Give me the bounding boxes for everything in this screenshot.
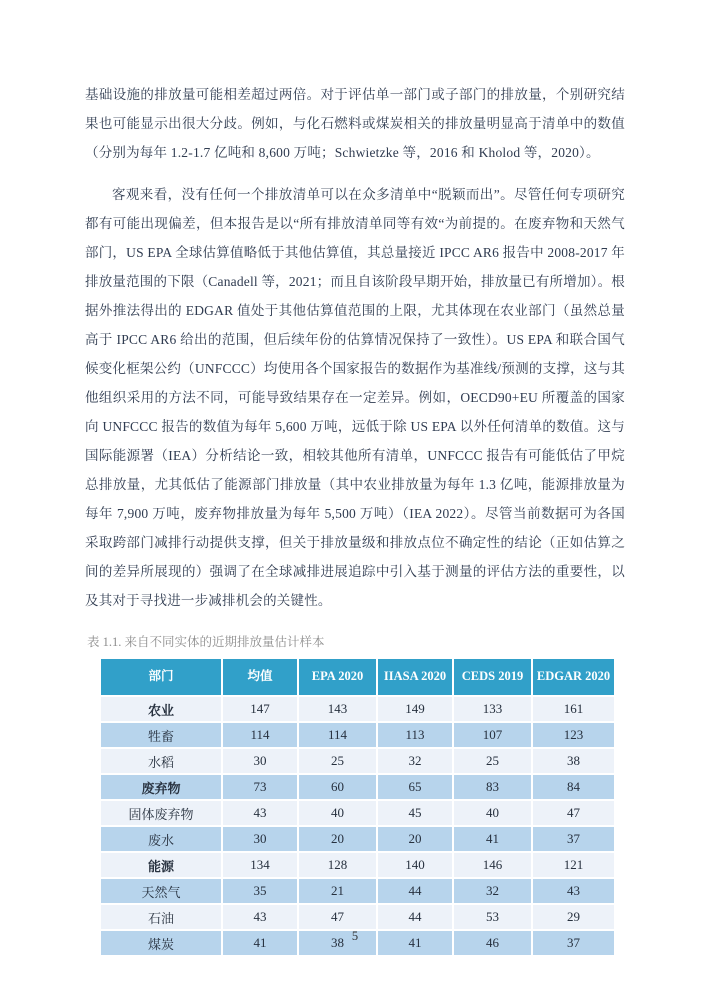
body-paragraph-1: 基础设施的排放量可能相差超过两倍。对于评估单一部门或子部门的排放量，个别研究结果也可能显示出很大分歧。例如，与化石燃料或煤炭相关的排放量明显高于清单中的数值（分别为每年 1.2-1.7 亿吨和 8,600 万吨；Schwietzke 等，2016 和 Kholod 等，2020）。 — [85, 87, 625, 160]
value-cell: 37 — [532, 930, 615, 956]
table-row — [100, 904, 615, 930]
body-paragraph-2: 客观来看，没有任何一个排放清单可以在众多清单中“脱颖而出”。尽管任何专项研究都有可能出现偏差，但本报告是以“所有排放清单同等有效“为前提的。在废弃物和天然气部门，US EPA 全球估算值略低于其他估算值，其总量接近 IPCC AR6 报告中 2008-2017 年排放量范围的下限（Canadell 等，2021；而且自该阶段早期开始，排放量已有所增加）。根据外推法得出的 EDGAR 值处于其他估算值范围的上限，尤其体现在农业部门（虽然总量高于 IPCC AR6 给出的范围，但后续年份的估算情况保持了一致性）。US EPA 和联合国气候变化框架公约（UNFCCC）均使用各个国家报告的数据作为基准线/预测的支撑，这与其他组织采用的方法不同，可能导致结果存在一定差异。例如，OECD90+EU 所覆盖的国家向 UNFCCC 报告的数值为每年 5,600 万吨，远低于除 US EPA 以外任何清单的数值。这与国际能源署（IEA）分析结论一致，相较其他所有清单，UNFCCC 报告有可能低估了甲烷总排放量，尤其低估了能源部门排放量（其中农业排放量为每年 1.3 亿吨，能源排放量为每年 7,900 万吨，废弃物排放量为每年 5,500 万吨）（IEA 2022）。尽管当前数据可为各国采取跨部门减排行动提供支撑，但关于排放量级和排放点位不确定性的结论（正如估算之间的差异所展现的）强调了在全球减排进展追踪中引入基于测量的评估方法的重要性，以及其对于寻找进一步减排机会的关键性。 — [85, 187, 626, 608]
table-row — [100, 748, 615, 774]
column-header-edgar-2020: EDGAR 2020 — [532, 658, 615, 696]
value-cell: 140 — [377, 852, 453, 878]
value-cell: 149 — [377, 696, 453, 722]
subsector-label: 固体废弃物 — [100, 800, 222, 826]
value-cell: 35 — [222, 878, 298, 904]
value-cell: 43 — [222, 800, 298, 826]
table-header-row — [100, 658, 615, 696]
value-cell: 41 — [222, 930, 298, 956]
value-cell: 113 — [377, 722, 453, 748]
sector-label: 废弃物 — [100, 774, 222, 800]
subsector-label: 石油 — [100, 904, 222, 930]
emissions-estimates-table — [99, 657, 616, 957]
value-cell: 123 — [532, 722, 615, 748]
table-row — [100, 800, 615, 826]
value-cell: 65 — [377, 774, 453, 800]
value-cell: 21 — [298, 878, 377, 904]
table-caption: 表 1.1. 来自不同实体的近期排放量估计样本 — [87, 635, 325, 649]
column-header-sector: 部门 — [100, 658, 222, 696]
value-cell: 32 — [453, 878, 532, 904]
column-header-iiasa-2020: IIASA 2020 — [377, 658, 453, 696]
subsector-label: 天然气 — [100, 878, 222, 904]
value-cell: 38 — [298, 930, 377, 956]
table-row — [100, 852, 615, 878]
value-cell: 30 — [222, 748, 298, 774]
value-cell: 25 — [453, 748, 532, 774]
value-cell: 25 — [298, 748, 377, 774]
value-cell: 47 — [298, 904, 377, 930]
value-cell: 83 — [453, 774, 532, 800]
value-cell: 20 — [377, 826, 453, 852]
column-header-ceds-2019: CEDS 2019 — [453, 658, 532, 696]
value-cell: 121 — [532, 852, 615, 878]
table-row — [100, 826, 615, 852]
table-body — [100, 696, 615, 956]
value-cell: 128 — [298, 852, 377, 878]
value-cell: 107 — [453, 722, 532, 748]
table-row — [100, 878, 615, 904]
value-cell: 114 — [222, 722, 298, 748]
value-cell: 143 — [298, 696, 377, 722]
value-cell: 45 — [377, 800, 453, 826]
table-row — [100, 774, 615, 800]
page-content — [85, 80, 625, 957]
page-number: 5 — [351, 929, 359, 943]
sector-label: 能源 — [100, 852, 222, 878]
sector-label: 农业 — [100, 696, 222, 722]
subsector-label: 水稻 — [100, 748, 222, 774]
value-cell: 73 — [222, 774, 298, 800]
value-cell: 46 — [453, 930, 532, 956]
subsector-label: 牲畜 — [100, 722, 222, 748]
value-cell: 38 — [532, 748, 615, 774]
value-cell: 84 — [532, 774, 615, 800]
value-cell: 47 — [532, 800, 615, 826]
value-cell: 133 — [453, 696, 532, 722]
value-cell: 53 — [453, 904, 532, 930]
value-cell: 37 — [532, 826, 615, 852]
value-cell: 147 — [222, 696, 298, 722]
value-cell: 41 — [377, 930, 453, 956]
value-cell: 114 — [298, 722, 377, 748]
column-header-mean: 均值 — [222, 658, 298, 696]
table-row — [100, 696, 615, 722]
value-cell: 40 — [453, 800, 532, 826]
value-cell: 32 — [377, 748, 453, 774]
value-cell: 44 — [377, 904, 453, 930]
value-cell: 43 — [532, 878, 615, 904]
value-cell: 146 — [453, 852, 532, 878]
table-row — [100, 722, 615, 748]
value-cell: 161 — [532, 696, 615, 722]
value-cell: 40 — [298, 800, 377, 826]
value-cell: 60 — [298, 774, 377, 800]
column-header-epa-2020: EPA 2020 — [298, 658, 377, 696]
value-cell: 41 — [453, 826, 532, 852]
value-cell: 20 — [298, 826, 377, 852]
subsector-label: 煤炭 — [100, 930, 222, 956]
value-cell: 30 — [222, 826, 298, 852]
subsector-label: 废水 — [100, 826, 222, 852]
value-cell: 43 — [222, 904, 298, 930]
value-cell: 29 — [532, 904, 615, 930]
value-cell: 44 — [377, 878, 453, 904]
value-cell: 134 — [222, 852, 298, 878]
